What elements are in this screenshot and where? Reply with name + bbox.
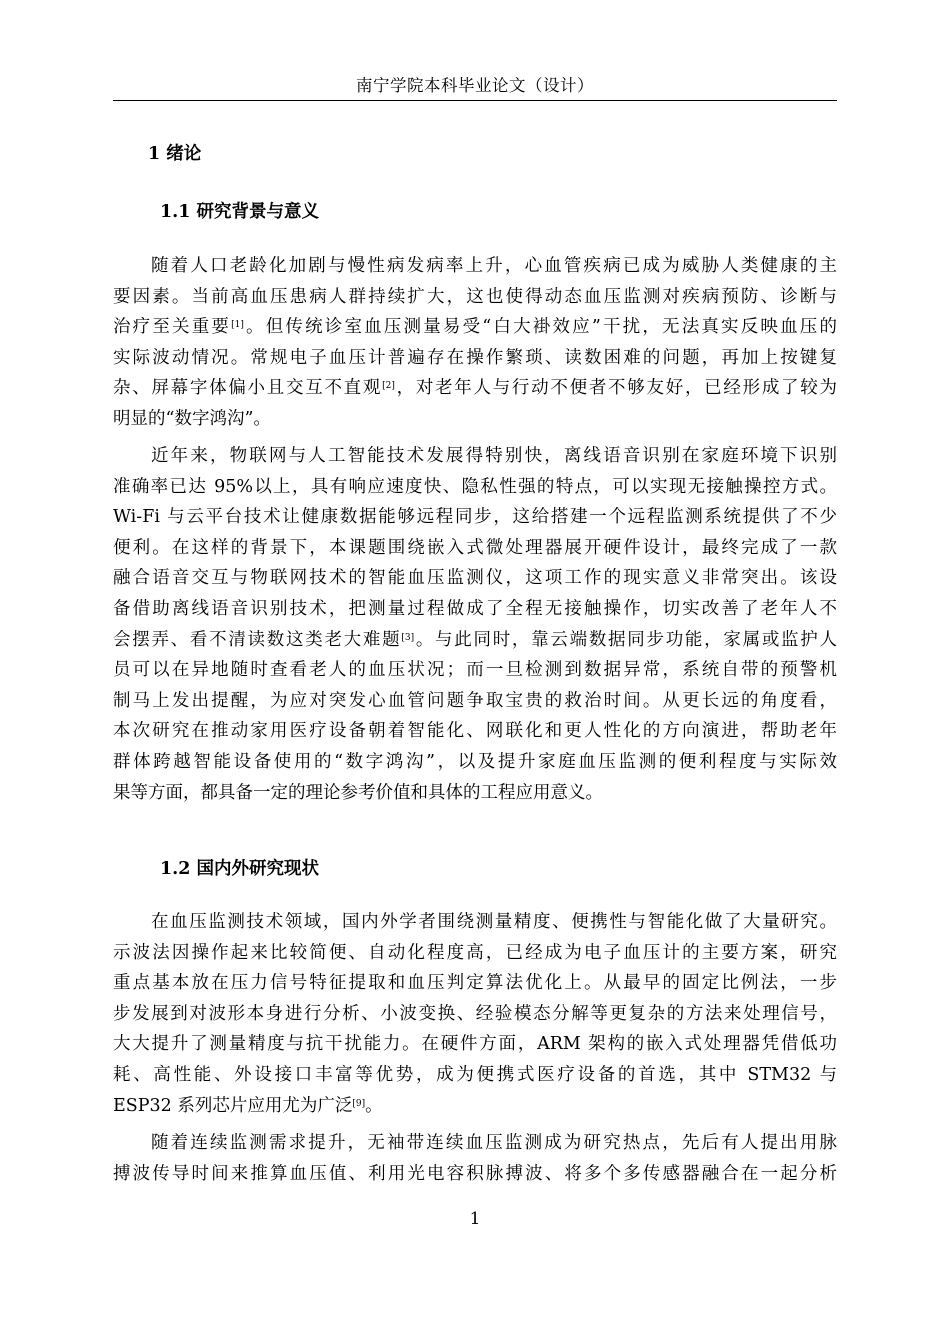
text-span: 。: [365, 1095, 383, 1116]
text-line: 果等方面，都具备一定的理论参考价值和具体的工程应用意义。: [113, 782, 603, 803]
text-line: 员可以在异地随时查看老人的血压状况；而一旦检测到数据异常，系统自带的预警机: [113, 660, 837, 681]
paragraph-background-2: [113, 441, 837, 808]
text-line: [113, 625, 837, 656]
text-span: 杂、屏幕字体偏小且交互不直观: [113, 378, 383, 399]
section-heading-1-2: 1.2 国内外研究现状: [160, 859, 320, 879]
citation-ref: [3]: [401, 632, 415, 643]
text-line: 重点基本放在压力信号特征提取和血压判定算法优化上。从最早的固定比例法，一步: [113, 973, 837, 994]
paragraph-background-1: [113, 251, 837, 435]
text-line: 近年来，物联网与人工智能技术发展得特别快，离线语音识别在家庭环境下识别: [151, 446, 837, 466]
text-line: [113, 373, 837, 404]
paragraph-research-status-2: [113, 1128, 837, 1189]
text-line: 便利。在这样的背景下，本课题围绕嵌入式微处理器展开硬件设计，最终完成了一款: [113, 537, 837, 558]
text-line: 大大提升了测量精度与抗干扰能力。在硬件方面，ARM 架构的嵌入式处理器凭借低功: [113, 1034, 837, 1055]
citation-ref: [9]: [352, 1098, 366, 1109]
text-line: 要因素。当前高血压患病人群持续扩大，这也使得动态血压监测对疾病预防、诊断与: [113, 286, 837, 307]
text-span: 。与此同时，靠云端数据同步功能，家属或监护人: [414, 629, 837, 650]
text-line: 步发展到对波形本身进行分析、小波变换、经验模态分解等更复杂的方法来处理信号，: [113, 1003, 837, 1024]
paragraph-research-status-1: [113, 907, 837, 1121]
text-span: ESP32 系列芯片应用尤为广泛: [113, 1095, 353, 1116]
text-line: 制马上发出提醒，为应对突发心血管问题争取宝贵的救治时间。从更长远的角度看，: [113, 690, 837, 711]
text-line: 本次研究在推动家用医疗设备朝着智能化、网联化和更人性化的方向演进，帮助老年: [113, 721, 837, 742]
text-line: 准确率已达 95%以上，具有响应速度快、隐私性强的特点，可以实现无接触操控方式。: [113, 476, 837, 497]
text-line: 耗、高性能、外设接口丰富等优势，成为便携式医疗设备的首选，其中 STM32 与: [113, 1064, 837, 1085]
page-header: 南宁学院本科毕业论文（设计）: [356, 76, 594, 95]
text-line: [113, 1091, 837, 1122]
header-rule: [113, 100, 837, 101]
citation-ref: [2]: [382, 381, 395, 392]
text-span: 治疗至关重要: [113, 317, 232, 338]
text-line: 实际波动情况。常规电子血压计普遍存在操作繁琐、读数困难的问题，再加上按键复: [113, 347, 837, 368]
text-span: ，对老年人与行动不便者不够友好，已经形成了较为: [394, 378, 838, 399]
text-line: 群体跨越智能设备使用的“数字鸿沟”，以及提升家庭血压监测的便利程度与实际效: [113, 751, 837, 772]
text-line: 融合语音交互与物联网技术的智能血压监测仪，这项工作的现实意义非常突出。该设: [113, 568, 837, 589]
text-line: Wi-Fi 与云平台技术让健康数据能够远程同步，这给搭建一个远程监测系统提供了不少: [113, 507, 837, 528]
page-number: 1: [469, 1209, 481, 1229]
text-line: 随着连续监测需求提升，无袖带连续血压监测成为研究热点，先后有人提出用脉: [151, 1133, 837, 1153]
text-line: 搏波传导时间来推算血压值、利用光电容积脉搏波、将多个多传感器融合在一起分析: [113, 1163, 837, 1184]
text-span: 。但传统诊室血压测量易受“白大褂效应”干扰，无法真实反映血压的: [243, 317, 837, 338]
text-span: 会摆弄、看不清读数这类老大难题: [113, 629, 402, 650]
text-line: [113, 312, 837, 343]
section-heading-1-1: 1.1 研究背景与意义: [160, 202, 320, 222]
chapter-heading: 1 绪论: [148, 144, 202, 164]
citation-ref: [1]: [231, 320, 244, 331]
text-line: 示波法因操作起来比较简便、自动化程度高，已经成为电子血压计的主要方案，研究: [113, 942, 837, 963]
text-line: 在血压监测技术领域，国内外学者围绕测量精度、便携性与智能化做了大量研究。: [151, 912, 837, 932]
text-line: 备借助离线语音识别技术，把测量过程做成了全程无接触操作，切实改善了老年人不: [113, 598, 837, 619]
text-line: 明显的“数字鸿沟”。: [113, 408, 271, 429]
text-line: 随着人口老龄化加剧与慢性病发病率上升，心血管疾病已成为威胁人类健康的主: [151, 256, 837, 276]
